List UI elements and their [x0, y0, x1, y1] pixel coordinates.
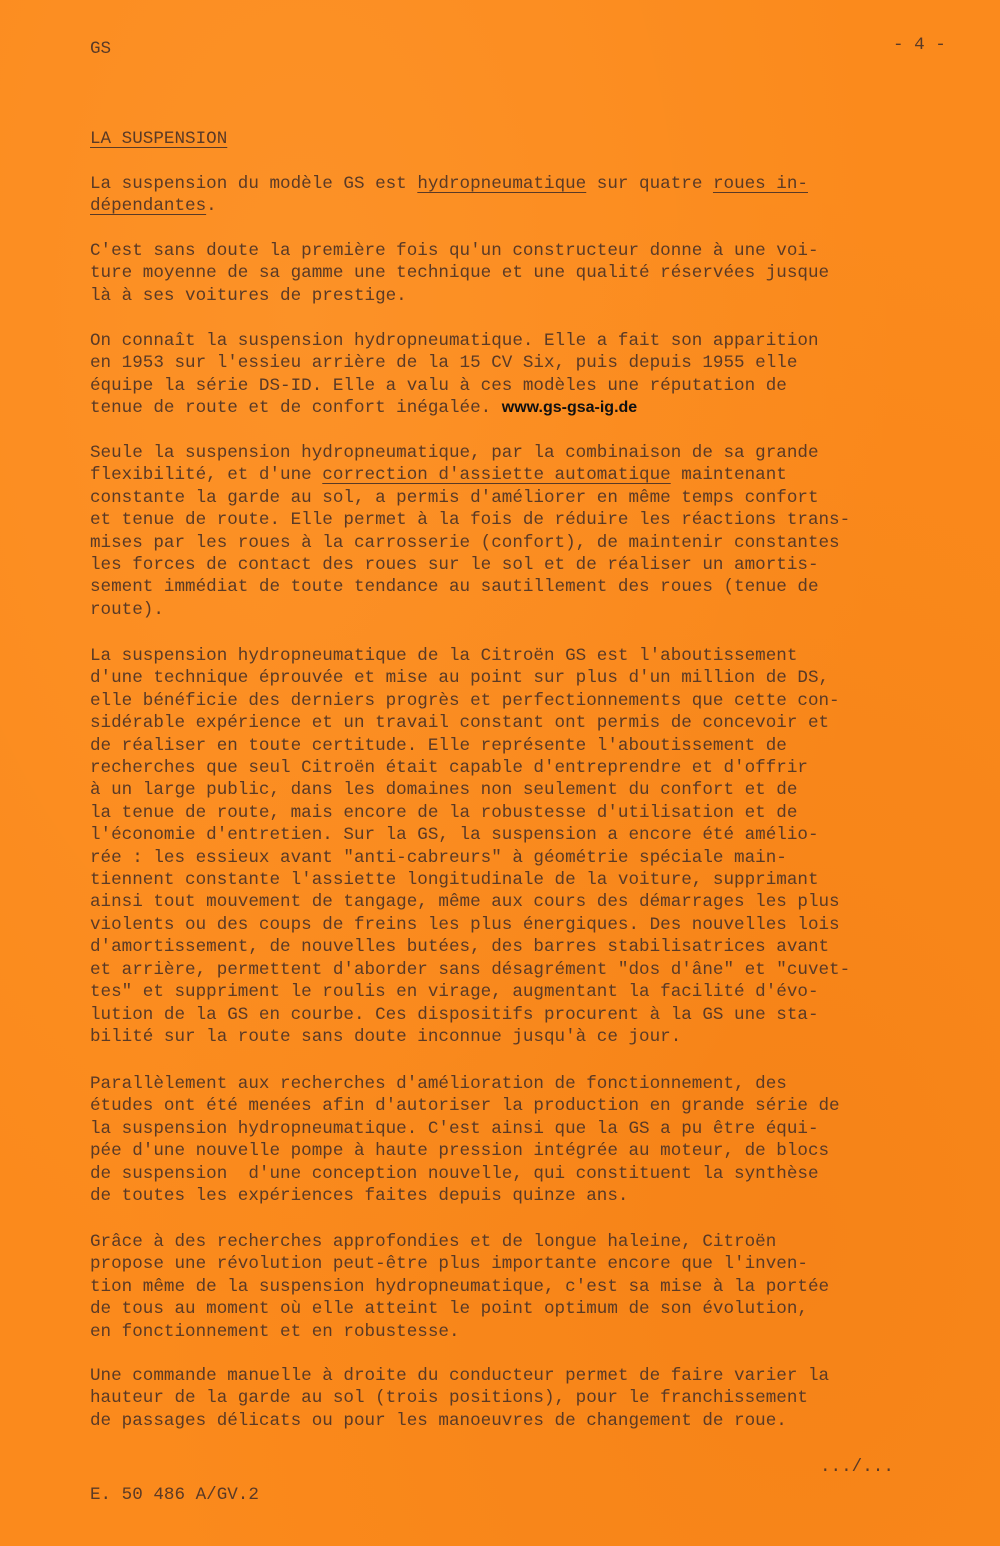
paragraph-line: équipe la série DS-ID. Elle a valu à ces modèles une réputation de	[90, 375, 787, 396]
paragraph-4	[90, 442, 980, 621]
paragraph-line: l'économie d'entretien. Sur la GS, la suspension a encore été amélio-	[90, 825, 819, 846]
paragraph-line: de suspension d'une conception nouvelle, qui constituent la synthèse	[90, 1163, 819, 1184]
paragraph-line: de tous au moment où elle atteint le point optimum de son évolution,	[90, 1299, 808, 1320]
paragraph-line: d'une technique éprouvée et mise au point sur plus d'un million de DS,	[90, 668, 830, 689]
text-run: tenue de route et de confort inégalée.	[90, 398, 502, 419]
text-run: La suspension du modèle GS est	[90, 174, 418, 194]
document-reference: E. 50 486 A/GV.2	[90, 1485, 259, 1505]
paragraph-line: elle bénéficie des derniers progrès et perfectionnements que cette con-	[90, 690, 840, 711]
paragraph-intro	[90, 173, 980, 218]
paragraph-line: Grâce à des recherches approfondies et de longue haleine, Citroën	[90, 1232, 777, 1252]
paragraph-line: On connaît la suspension hydropneumatique. Elle a fait son apparition	[90, 331, 819, 351]
paragraph-line: la tenue de route, mais encore de la robustesse d'utilisation et de	[90, 802, 798, 823]
underlined-term: hydropneumatique	[417, 174, 587, 194]
paragraph-line: mises par les roues à la carrosserie (confort), de maintenir constantes	[90, 532, 840, 553]
paragraph-2	[90, 240, 980, 307]
paragraph-line: tion même de la suspension hydropneumatique, c'est sa mise à la portée	[90, 1276, 830, 1297]
continued-marker: .../...	[820, 1457, 894, 1477]
text-run: flexibilité, et d'une	[90, 465, 323, 486]
paragraph-6	[90, 1073, 980, 1207]
paragraph-3	[90, 330, 980, 420]
website-watermark: www.gs-gsa-ig.de	[501, 399, 638, 417]
paragraph-line: route).	[90, 599, 164, 620]
text-run: sur quatre	[586, 174, 713, 194]
underlined-term: roues in-	[712, 174, 808, 194]
paragraph-line: en fonctionnement et en robustesse.	[90, 1321, 460, 1342]
paragraph-5	[90, 645, 980, 1048]
paragraph-line: lution de la GS en courbe. Ces dispositifs procurent à la GS une sta-	[90, 1004, 819, 1025]
paragraph-line: bilité sur la route sans doute inconnue jusqu'à ce jour.	[90, 1026, 682, 1047]
text-run: .	[206, 196, 217, 217]
paragraph-line: là à ses voitures de prestige.	[90, 285, 407, 306]
paragraph-line: études ont été menées afin d'autoriser la production en grande série de	[90, 1096, 840, 1117]
paragraph-line: C'est sans doute la première fois qu'un constructeur donne à une voi-	[90, 241, 819, 261]
page-number: - 4 -	[893, 35, 946, 55]
paragraph-line: rée : les essieux avant "anti-cabreurs" à géométrie spéciale main-	[90, 847, 787, 868]
paragraph-line: de toutes les expériences faites depuis quinze ans.	[90, 1186, 629, 1207]
paragraph-line: les forces de contact des roues sur le sol et de réaliser un amortis-	[90, 555, 819, 576]
paragraph-line: ainsi tout mouvement de tangage, même aux cours des démarrages les plus	[90, 892, 840, 913]
paragraph-line: tes" et suppriment le roulis en virage, augmentant la facilité d'évo-	[90, 982, 819, 1003]
text-run: maintenant	[670, 465, 787, 486]
paragraph-line: d'amortissement, de nouvelles butées, des barres stabilisatrices avant	[90, 937, 830, 958]
paragraph-line: Seule la suspension hydropneumatique, par la combinaison de sa grande	[90, 443, 819, 463]
paragraph-line: ture moyenne de sa gamme une technique et une qualité réservées jusque	[90, 263, 830, 284]
paragraph-line: Parallèlement aux recherches d'amélioration de fonctionnement, des	[90, 1074, 787, 1094]
paragraph-line: Une commande manuelle à droite du conducteur permet de faire varier la	[90, 1366, 830, 1386]
paragraph-8	[90, 1365, 980, 1432]
header-model: GS	[90, 39, 112, 59]
paragraph-line: La suspension hydropneumatique de la Citroën GS est l'aboutissement	[90, 646, 798, 666]
underlined-term: dépendantes	[90, 196, 207, 217]
paragraph-line: à un large public, dans les domaines non seulement du confort et de	[90, 780, 798, 801]
paragraph-line: de réaliser en toute certitude. Elle représente l'aboutissement de	[90, 735, 787, 756]
paragraph-line	[90, 195, 980, 217]
paragraph-line: sement immédiat de toute tendance au sautillement des roues (tenue de	[90, 577, 819, 598]
paragraph-line: en 1953 sur l'essieu arrière de la 15 CV Six, puis depuis 1955 elle	[90, 353, 798, 374]
paragraph-line: violents ou des coups de freins les plus énergiques. Des nouvelles lois	[90, 914, 840, 935]
section-title: LA SUSPENSION	[90, 129, 228, 149]
paragraph-line: sidérable expérience et un travail constant ont permis de concevoir et	[90, 713, 830, 734]
paragraph-7	[90, 1231, 980, 1343]
underlined-term: correction d'assiette automatique	[322, 465, 671, 486]
paragraph-line: tiennent constante l'assiette longitudinale de la voiture, supprimant	[90, 870, 819, 891]
paragraph-line: propose une révolution peut-être plus importante encore que l'inven-	[90, 1254, 808, 1275]
paragraph-line: recherches que seul Citroën était capable d'entreprendre et d'offrir	[90, 758, 808, 779]
paragraph-line: hauteur de la garde au sol (trois positions), pour le franchissement	[90, 1388, 808, 1409]
paragraph-line	[90, 397, 980, 419]
paragraph-line: et tenue de route. Elle permet à la fois de réduire les réactions trans-	[90, 510, 851, 531]
paragraph-line: et arrière, permettent d'aborder sans désagrément "dos d'âne" et "cuvet-	[90, 959, 851, 980]
paragraph-line	[90, 173, 980, 195]
paragraph-line	[90, 464, 980, 486]
paragraph-line: pée d'une nouvelle pompe à haute pression intégrée au moteur, de blocs	[90, 1141, 830, 1162]
paragraph-line: la suspension hydropneumatique. C'est ainsi que la GS a pu être équi-	[90, 1118, 819, 1139]
paragraph-line: constante la garde au sol, a permis d'améliorer en même temps confort	[90, 487, 819, 508]
paragraph-line: de passages délicats ou pour les manoeuvres de changement de roue.	[90, 1410, 787, 1431]
